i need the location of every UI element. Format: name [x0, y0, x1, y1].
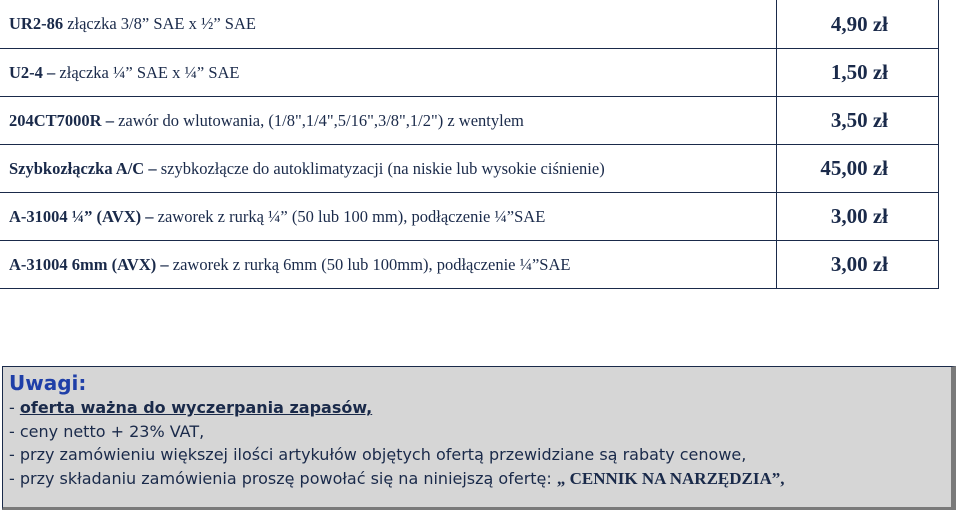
line-prefix: - przy składaniu zamówienia proszę powołać się na niniejszą ofertę:: [9, 468, 557, 488]
notes-title: Uwagi:: [9, 371, 87, 395]
offer-validity: oferta ważna do wyczerpania zapasów,: [19, 398, 373, 417]
product-description: złączka 3/8” SAE x ½” SAE: [67, 14, 256, 33]
notes-line-offer: [9, 396, 945, 420]
product-description: zawór do wlutowania, (1/8",1/4",5/16",3/8",1/2") z wentylem: [118, 110, 524, 130]
product-description-cell: [0, 145, 777, 193]
notes-line-discount: - przy zamówieniu większej ilości artykułów objętych ofertą przewidziane są rabaty cenowe,: [9, 445, 747, 464]
product-code: A-31004 6mm (AVX) –: [9, 254, 169, 274]
product-description-cell: [0, 241, 777, 289]
table-row: [0, 193, 939, 241]
product-code: 204CT7000R –: [9, 110, 114, 130]
notes-line-vat: - ceny netto + 23% VAT,: [9, 421, 205, 441]
product-description-cell: [0, 193, 777, 241]
product-description-cell: [0, 0, 777, 49]
product-description: złączka ¼” SAE x ¼” SAE: [59, 62, 240, 82]
product-code: A-31004 ¼” (AVX) –: [9, 206, 154, 226]
product-price: 3,00 zł: [777, 241, 939, 289]
table-row: [0, 0, 939, 49]
product-code: U2-4 –: [9, 62, 56, 82]
product-description: zaworek z rurką ¼” (50 lub 100 mm), podłączenie ¼”SAE: [157, 206, 546, 226]
product-description-cell: [0, 97, 777, 145]
product-code: UR2-86: [9, 14, 64, 33]
product-price: 45,00 zł: [777, 145, 939, 193]
table-row: [0, 241, 939, 289]
product-price: 3,00 zł: [777, 193, 939, 241]
table-row: [0, 97, 939, 145]
line-prefix: -: [9, 398, 20, 417]
product-description-cell: [0, 49, 777, 97]
product-description: szybkozłącze do autoklimatyzacji (na niskie lub wysokie ciśnienie): [160, 158, 605, 178]
product-price: 1,50 zł: [777, 49, 939, 97]
product-code: Szybkozłączka A/C –: [9, 158, 157, 178]
table-row: [0, 145, 939, 193]
notes-box: [2, 366, 956, 510]
product-price: 3,50 zł: [777, 97, 939, 145]
product-price: 4,90 zł: [777, 0, 939, 49]
product-description: zaworek z rurką 6mm (50 lub 100mm), podłączenie ¼”SAE: [172, 254, 571, 274]
table-row: [0, 49, 939, 97]
notes-line-reference: [9, 467, 945, 491]
offer-name: „ CENNIK NA NARZĘDZIA”,: [556, 468, 785, 488]
